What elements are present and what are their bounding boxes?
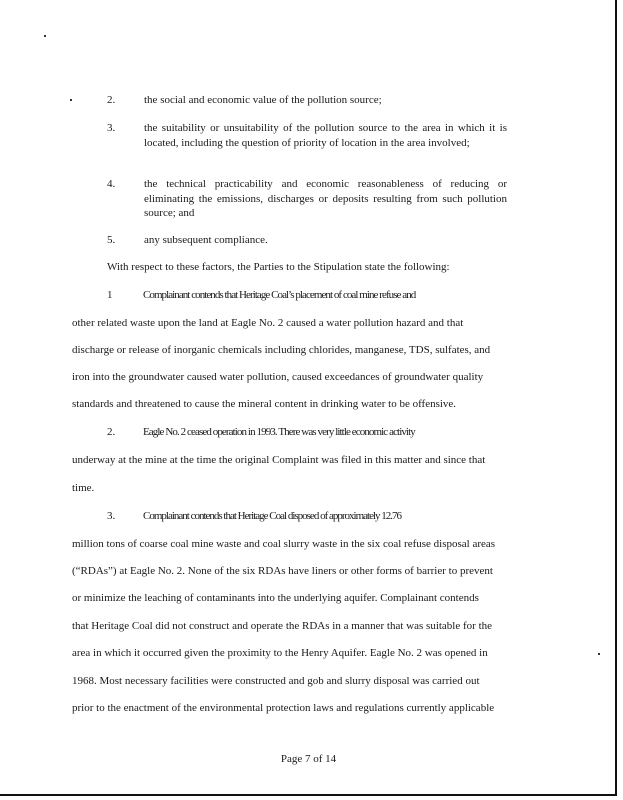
paragraph-line: (“RDAs”) at Eagle No. 2. None of the six RDAs have liners or other forms of barrier to prevent [72, 565, 493, 577]
paragraph-line: area in which it occurred given the proximity to the Henry Aquifer. Eagle No. 2 was opened in [72, 647, 488, 659]
paragraph-line: prior to the enactment of the environmental protection laws and regulations currently applicable [72, 702, 495, 714]
list-item-number: 3. [107, 122, 116, 134]
paragraph-line: standards and threatened to cause the mineral content in drinking water to be offensive. [72, 398, 457, 410]
paragraph-line: Complainant contends that Heritage Coal disposed of approximately 12.76 [143, 510, 402, 522]
list-item-text: any subsequent compliance. [144, 234, 268, 246]
scan-speck [44, 35, 46, 37]
paragraph-line: or minimize the leaching of contaminants into the underlying aquifer. Complainant contends [72, 592, 479, 604]
paragraph-line: 1968. Most necessary facilities were constructed and gob and slurry disposal was carried out [72, 675, 480, 687]
list-item-number: 5. [107, 234, 116, 246]
list-item-number: 4. [107, 178, 116, 190]
paragraph-number: 3. [107, 510, 116, 522]
paragraph-line: other related waste upon the land at Eagle No. 2 caused a water pollution hazard and that [72, 317, 464, 329]
paragraph-number: 1 [107, 289, 113, 301]
paragraph-line: Eagle No. 2 ceased operation in 1993. There was very little economic activity [143, 426, 415, 438]
list-item [107, 121, 507, 150]
list-item [107, 177, 507, 221]
list-item-text: the social and economic value of the pollution source; [144, 94, 382, 106]
paragraph-line: that Heritage Coal did not construct and operate the RDAs in a manner that was suitable for the [72, 620, 493, 632]
intro-line: With respect to these factors, the Parties to the Stipulation state the following: [107, 261, 450, 273]
paragraph-number: 2. [107, 426, 116, 438]
paragraph-line: underway at the mine at the time the original Complaint was filed in this matter and since that [72, 454, 486, 466]
paragraph-line: million tons of coarse coal mine waste and coal slurry waste in the six coal refuse disposal areas [72, 538, 496, 550]
paragraph-line: discharge or release of inorganic chemicals including chlorides, manganese, TDS, sulfates, and [72, 344, 491, 356]
list-item-number: 2. [107, 94, 116, 106]
paragraph-line: time. [72, 482, 95, 494]
list-item-text: the suitability or unsuitability of the pollution source to the area in which it is located, including the question of priority of location in the area involved; [144, 122, 507, 149]
paragraph-line: iron into the groundwater caused water pollution, caused exceedances of groundwater quality [72, 371, 484, 383]
paragraph-line: Complainant contends that Heritage Coal’s placement of coal mine refuse and [143, 289, 416, 301]
list-item-text: the technical practicability and economic reasonableness of reducing or eliminating the emissions, discharges or deposits resulting from such pollution source; and [144, 178, 507, 219]
list-item [107, 233, 507, 248]
page-footer: Page 7 of 14 [280, 753, 337, 765]
list-item [107, 93, 507, 108]
scan-speck [598, 653, 600, 655]
scan-speck [70, 99, 72, 101]
